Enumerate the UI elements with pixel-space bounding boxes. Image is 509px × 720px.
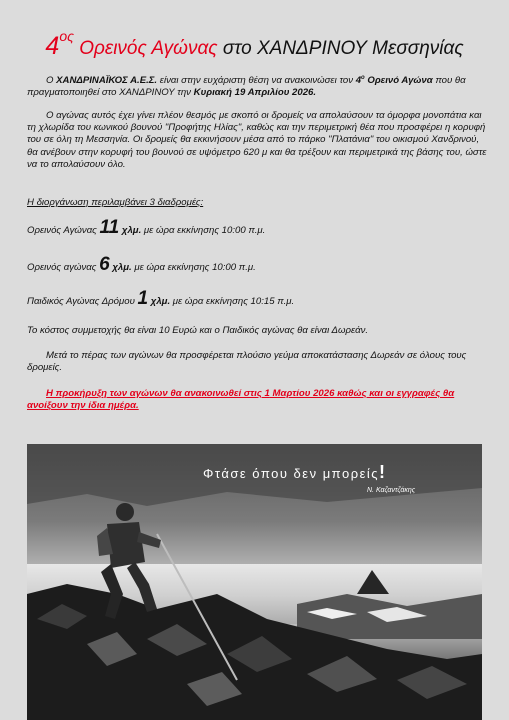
- announcement-text-2: Μαρτίου 2026 καθώς και οι εγγραφές θα ανοίξουν την ίδια ημέρα.: [27, 388, 455, 412]
- route-distance: 1: [137, 288, 149, 309]
- mountain-scene: [27, 444, 482, 720]
- intro-race-name: Ορεινό Αγώνα: [364, 75, 433, 86]
- quote-author: Ν. Καζαντζάκης: [367, 487, 416, 494]
- cost-line: Το κόστος συμμετοχής θα είναι 10 Ευρώ και ο Παιδικός αγώνας θα είναι Δωρεάν.: [27, 325, 369, 336]
- route-start-time: με ώρα εκκίνησης 10:15 π.μ.: [170, 296, 295, 307]
- route-label: Ορεινός Αγώνας: [27, 225, 100, 236]
- announcement-paragraph: [27, 388, 487, 412]
- intro-race-ordinal: ο: [361, 75, 365, 81]
- mountain-photo: [27, 444, 482, 720]
- page-title: [0, 28, 509, 61]
- route-label: Ορεινός αγώνας: [27, 262, 100, 273]
- race-date: Κυριακή 19 Απριλίου 2026.: [193, 87, 317, 99]
- title-place-word: στο: [222, 38, 252, 59]
- title-race-name: Ορεινός Αγώνας: [79, 38, 218, 59]
- routes-heading: Η διοργάνωση περιλαμβάνει 3 διαδρομές:: [27, 197, 204, 208]
- photo-quote: [203, 462, 385, 483]
- title-number: 4: [45, 32, 60, 60]
- quote-text: Φτάσε όπου δεν μπορείς: [203, 466, 380, 481]
- route-start-time: με ώρα εκκίνησης 10:00 π.μ.: [141, 225, 266, 236]
- club-name: ΧΑΝΔΡΙΝΑΪΚΟΣ Α.Ε.Σ.: [56, 75, 158, 86]
- route-6km: [27, 254, 487, 275]
- route-unit: χλμ.: [148, 296, 171, 307]
- route-1km: [27, 288, 487, 309]
- intro-text-1: Ο: [46, 75, 57, 86]
- description-paragraph: Ο αγώνας αυτός έχει γίνει πλέον θεσμός με σκοπό οι δρομείς να απολαύσουν τα όμορφα μονοπάτια και τη χλωρίδα του κωνικού βουνού "Προφήτης Ηλίας", καθώς και την περιμετρική θέα που προσφέρει η κορυφή του σε όλη τη Μεσσηνία. Οι δρομείς θα εκκινήσουν μέσα από το πάρκο "Πλατάνια" του οικισμού Χανδρινού, θα ανέβουν στην κορυφή του βουνού σε υψόμετρο 620 μ και θα τρέξουν και περιμετρικά της βάσης του, ώστε να το απολαύσουν όλο.: [27, 110, 487, 170]
- intro-race-number: 4: [355, 75, 362, 86]
- route-distance: 6: [99, 254, 110, 275]
- quote-exclamation: !: [379, 462, 386, 482]
- route-distance: 11: [99, 217, 120, 238]
- announcement-text-1: Η προκήρυξη των αγώνων θα ανακοινωθεί στις: [46, 388, 265, 399]
- intro-text-3: που θα πραγματοποιηθεί στο ΧΑΝΔΡΙΝΟΥ την: [27, 75, 466, 99]
- route-unit: χλμ.: [109, 262, 132, 273]
- intro-text-2: είναι στην ευχάριστη θέση να ανακοινώσει τον: [157, 75, 356, 86]
- route-unit: χλμ.: [119, 225, 142, 236]
- announcement-day: 1: [264, 388, 270, 399]
- route-label: Παιδικός Αγώνας Δρόμου: [27, 296, 138, 307]
- title-ordinal: ος: [59, 28, 74, 44]
- meal-paragraph: Μετά το πέρας των αγώνων θα προσφέρεται πλούσιο γεύμα αποκατάστασης Δωρεάν σε όλους τους δρομείς.: [27, 350, 467, 374]
- route-start-time: με ώρα εκκίνησης 10:00 π.μ.: [131, 262, 256, 273]
- intro-paragraph: [27, 72, 487, 99]
- route-11km: [27, 217, 487, 238]
- title-place: ΧΑΝΔΡΙΝΟΥ Μεσσηνίας: [256, 38, 464, 59]
